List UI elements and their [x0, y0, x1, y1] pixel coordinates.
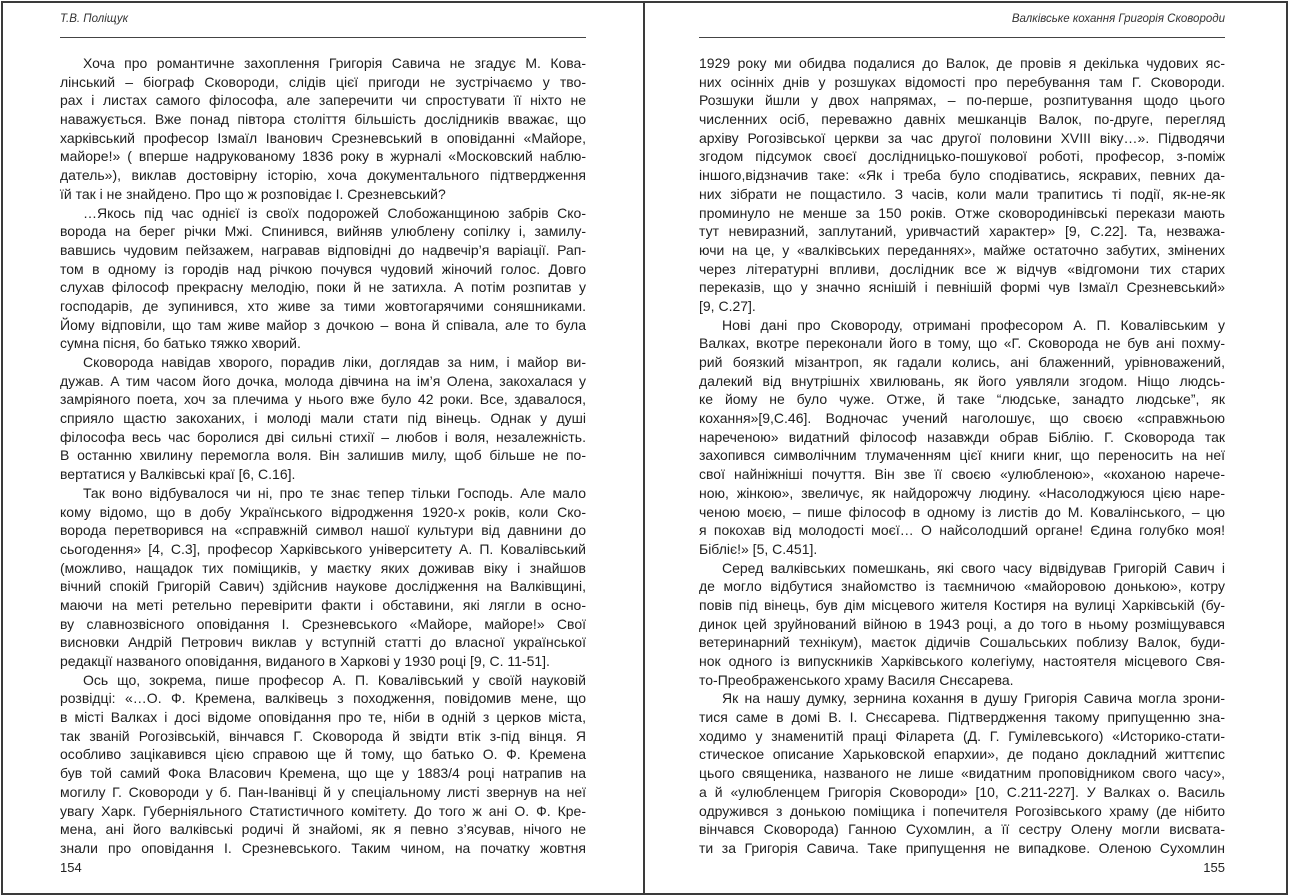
text-line — [60, 615, 586, 634]
text-line-content: увагу Харк. Губерніяльного Статистичного комітету. До того ж ані О. Ф. Кре- — [60, 802, 586, 819]
paragraph — [699, 316, 1225, 559]
text-line-content: ти за Григорія Савича. Таке припущення не випадкове. Оленою Сухомлин — [699, 839, 1225, 856]
text-line-content: Бібліє!» [5, С.451]. — [699, 540, 818, 557]
paragraph — [60, 671, 586, 858]
text-line-content: них осінніх днів у розшуках відомості про перебування там Г. Сковороди. — [699, 73, 1225, 90]
text-line-content: вертатися у Валківські краї [6, С.16]. — [60, 466, 296, 483]
text-line-content: ветеринарний технікум), маєток дідичів Сошальських поблизу Валок, буди- — [699, 634, 1225, 651]
text-line — [699, 596, 1225, 615]
text-line-content: кому відомо, що в добу Українського відродження 1920-х років, коли Ско- — [60, 503, 586, 520]
text-line-content: ченою моєю, – пише філософ в одному із листів до М. Ковалінського, – цю — [699, 503, 1225, 520]
text-line — [60, 503, 586, 522]
text-line-content: особливо зацікавився цією справою ще й тому, що батько О. Ф. Кремена — [60, 746, 586, 763]
text-line — [60, 764, 586, 783]
text-line-content: В останню хвилину перемогла воля. Він залишив милу, щоб більше не по- — [60, 447, 586, 464]
text-line — [699, 390, 1225, 409]
text-line-content: дужав. А тим часом його дочка, молода дівчина на ім’я Олена, закохалася у — [60, 372, 586, 389]
text-line — [60, 110, 586, 129]
text-line — [699, 334, 1225, 353]
text-line — [60, 73, 586, 92]
text-line-content: Так воно відбувалося чи ні, про те знає тепер тільки Господь. Але мало — [83, 484, 586, 501]
text-line — [60, 297, 586, 316]
text-line-content: в місті Валках і досі відоме оповідання про те, ніби в одній з церков міста, — [60, 709, 586, 726]
text-line-content: висновки Андрій Петрович виклав у вступній статті до власної української — [60, 634, 586, 651]
text-line-content: цього священика, названого не лише «видатним проповідником свого часу», — [699, 765, 1225, 782]
text-line-content: свої найніжніші почуття. Він зве її своєю «улюбленою», «коханою нарече- — [699, 466, 1225, 483]
text-line — [60, 54, 586, 73]
text-line — [60, 260, 586, 279]
text-line-content: датель»), виклав достовірну історію, хоча документального підтвердження — [60, 167, 586, 184]
text-line — [699, 353, 1225, 372]
text-line-content: розвідці: «…О. Ф. Кремена, валківець з походження, повідомив мене, що — [60, 690, 586, 707]
text-line — [60, 222, 586, 241]
text-line-content: згодом підсумок своєї дослідницько-пошукової роботі, професор, з-поміж — [699, 148, 1225, 165]
text-line — [60, 390, 586, 409]
text-line — [699, 633, 1225, 652]
text-line-content: маючи на меті ретельно перевірити факти і обставини, які лягли в осно- — [60, 596, 586, 613]
text-line — [60, 577, 586, 596]
text-line — [699, 110, 1225, 129]
text-line-content: лінський – біограф Сковороди, слідів цієї пригоди не зустрічаємо у тво- — [60, 73, 586, 90]
text-line-content: том в одному із городів над річкою почувся чудовий жіночий голос. Довго — [60, 260, 586, 277]
text-line — [60, 316, 586, 335]
text-line — [60, 802, 586, 821]
text-line-content: редакції названого оповідання, виданого в Харкові у 1930 році [9, С. 11-51]. — [60, 653, 550, 669]
text-line-content: так званій Рогозівській, вінчався Г. Сковорода й звідти втік з-під вінця. Я — [60, 727, 586, 744]
paragraph — [699, 689, 1225, 857]
text-line — [60, 559, 586, 578]
page-body — [699, 54, 1225, 858]
text-line-content: Ось що, зокрема, пише професор А. П. Ковалівський у своїй науковій — [83, 671, 586, 688]
text-line-content: Сковорода навідав хворого, порадив ліки, доглядав за ним, і майор ви- — [83, 354, 586, 370]
text-line-content: нареченою» видатний філософ назавжди обрав Біблію. Г. Сковорода так — [699, 428, 1225, 445]
text-line — [699, 540, 1225, 559]
text-line-content: тут невиразний, заплутаний, уривчастий характер» [9, С.22]. Та, незважа- — [699, 223, 1225, 240]
header-rule — [699, 37, 1225, 38]
text-line-content: ною, жінкою», звеличує, як найдорожчу людину. «Насолоджуюся цією наре- — [699, 484, 1225, 501]
text-line-content: харківський професор Ізмаїл Іванович Срезневський в оповіданні «Майоре, — [60, 129, 586, 146]
text-line — [60, 334, 586, 353]
text-line-content: стическое описание Харьковской епархии», де подано докладний життєпис — [699, 746, 1225, 763]
text-line-content: Валках, вкотре переконали його в тому, що «Г. Сковорода не був ані похму- — [699, 335, 1225, 352]
text-line-content: вавшись чудовим пейзажем, награвав відповідні до надвечір’я варіації. Рап- — [60, 241, 586, 258]
text-line — [699, 484, 1225, 503]
text-line — [699, 615, 1225, 634]
text-line-content: слухав філософ прекрасну мелодію, поки й не затихла. А потім розпитав у — [60, 279, 586, 296]
text-line-content: динок цей зруйнований війною в 1943 році, а до того в ньому розміщувався — [699, 615, 1225, 632]
text-line-content: їй так і не знайдено. Про що ж розповідає І. Срезневський? — [60, 185, 446, 202]
text-line-content: сприяло щастю закоханих, і молоді мали стати під вінець. Однак у душі — [60, 410, 586, 427]
text-line — [699, 129, 1225, 148]
text-line — [699, 73, 1225, 92]
text-line — [60, 521, 586, 540]
text-line-content: іншого,відзначив таке: «Як і треба було сподіватись, яскравих, певних да- — [699, 167, 1225, 184]
text-line — [60, 241, 586, 260]
text-line — [60, 689, 586, 708]
text-line — [699, 91, 1225, 110]
text-line — [699, 503, 1225, 522]
text-line-content: 1929 року ми обидва подалися до Валок, де провів я декілька чудових яс- — [699, 55, 1225, 71]
text-line-content: мена, ані його валківські родичі й знайомі, як я певно з’ясував, нічого не — [60, 821, 586, 838]
text-line — [60, 129, 586, 148]
text-line-content: знали про оповідання І. Срезневського. Таким чином, на початку жовтня — [60, 839, 586, 856]
text-line — [60, 185, 586, 204]
text-line-content: переказів, що у значно яснішій і певнішій формі чув Ізмаїл Срезневський» — [699, 279, 1225, 296]
text-line — [60, 596, 586, 615]
text-line-content: рах і листах самого філософа, але заперечити чи спростувати її ніхто не — [60, 92, 586, 109]
text-line-content: тися саме в домі В. І. Снєсарева. Підтвердження такому припущенню зна- — [699, 709, 1225, 726]
text-line-content: сьогодення» [4, С.3], професор Харківського університету А. П. Ковалівський — [60, 540, 586, 557]
text-line-content: могилу Г. Сковороди у б. Пан-Іванівці й у спеціальному листі звернув на неї — [60, 783, 586, 800]
text-line — [699, 689, 1225, 708]
text-line-content: ву славнозвісного оповідання І. Срезневського «Майоре, майоре!» Свої — [60, 615, 586, 632]
text-line-content: ворода перетворився на «справжній символ нашої культури від давнини до — [60, 522, 586, 539]
text-line — [60, 745, 586, 764]
text-line-content: Розшуки йшли у двох напрямах, – по-перше, розпитування щодо цього — [699, 92, 1225, 109]
text-line — [60, 820, 586, 839]
paragraph — [699, 54, 1225, 316]
text-line-content: наважується. Вже понад півтора століття більшість дослідників вважає, що — [60, 111, 586, 128]
text-line — [699, 278, 1225, 297]
text-line-content: захопився символічним тлумаченням цієї книги книг, що переносить на неї — [699, 447, 1225, 464]
text-line — [60, 428, 586, 447]
text-line-content: де могло відбутися знайомство із таємничою «майоровою донькою», котру — [699, 578, 1225, 595]
text-line — [699, 297, 1225, 316]
text-line — [699, 185, 1225, 204]
text-line — [60, 166, 586, 185]
header-rule — [60, 37, 586, 38]
text-line-content: майоре!» ( вперше надрукованому 1836 року в журналі «Московский наблю- — [60, 148, 586, 165]
text-line — [699, 316, 1225, 335]
text-line — [60, 540, 586, 559]
text-line — [60, 727, 586, 746]
text-line — [699, 260, 1225, 279]
text-line-content: Йому відповіли, що там живе майор з дочкою – вона й співала, але то була — [60, 316, 586, 333]
text-line — [699, 241, 1225, 260]
text-line — [699, 372, 1225, 391]
text-line-content: через літературні впливи, дослідник все ж відчув «відгомони тих старих — [699, 260, 1225, 277]
text-line-content: замріяного поета, хоч за плечима у нього вже було 42 роки. Все, здавалося, — [60, 391, 586, 408]
text-line — [60, 204, 586, 223]
text-line — [699, 204, 1225, 223]
text-line — [60, 484, 586, 503]
text-line-content: проминуло не менше за 150 років. Отже сковородинівські перекази мають — [699, 204, 1225, 221]
text-line — [60, 783, 586, 802]
text-line-content: одружився з донькою поміщика і попечителя Рогозівського храму (де нібито — [699, 802, 1225, 819]
text-line — [699, 465, 1225, 484]
text-line — [60, 652, 586, 671]
text-line — [699, 708, 1225, 727]
text-line — [60, 465, 586, 484]
text-line — [60, 372, 586, 391]
text-line-content: вічний спокій Григорій Савич) здійснив наукове дослідження на Валківщині, — [60, 578, 586, 595]
text-line-content: нок одного із випускників Харківського колегіуму, настоятеля місцевого Свя- — [699, 653, 1225, 669]
text-line — [60, 708, 586, 727]
text-line-content: (можливо, нащадок тих поміщиків, у маєтку яких доживав віку і знайшов — [60, 559, 586, 576]
text-line — [699, 652, 1225, 671]
text-line — [699, 222, 1225, 241]
text-line — [60, 446, 586, 465]
text-line-content: ке йому не було чуже. Отже, й таке “людське, занадто людське”, як — [699, 391, 1225, 408]
text-line — [699, 839, 1225, 858]
text-line-content: численних осіб, переважно давніх мешканців Валок, по-друге, перегляд — [699, 111, 1225, 128]
text-line — [699, 820, 1225, 839]
text-line — [699, 54, 1225, 73]
text-line — [699, 428, 1225, 447]
text-line-content: Хоча про романтичне захоплення Григорія Савича не згадує М. Кова- — [83, 55, 586, 71]
page-right — [699, 0, 1225, 896]
text-line-content: сумна пісня, бо батько тяжко хворий. — [60, 335, 301, 352]
text-line — [699, 783, 1225, 802]
text-line-content: господарів, де зупинився, хто живе за тими жовтогарячими соняшниками. — [60, 297, 586, 314]
text-line — [699, 727, 1225, 746]
text-line-content: ходимо у знаменитій праці Філарета (Д. Г. Гумілевського) «Историко-стати- — [699, 727, 1225, 744]
text-line-content: кохання»[9,С.46]. Водночас учений наголошує, що своєю «справжньою — [699, 410, 1225, 427]
text-line-content: них зібрати не пощастило. З часів, коли мали трапитись ті події, як-не-як — [699, 185, 1225, 202]
text-line — [699, 559, 1225, 578]
page-gutter-divider — [643, 1, 645, 895]
page-body — [60, 54, 586, 858]
text-line — [60, 671, 586, 690]
text-line — [60, 91, 586, 110]
text-line — [699, 147, 1225, 166]
paragraph — [60, 204, 586, 354]
text-line-content: то-Преображенського храму Василя Снєсарева. — [699, 671, 1014, 688]
text-line — [699, 166, 1225, 185]
text-line-content: далекий від внутрішніх хвилювань, як його уявляли згодом. Ніщо людсь- — [699, 372, 1225, 389]
text-line — [699, 745, 1225, 764]
text-line-content: ворода на берег річки Мжі. Спинився, вийняв улюблену сопілку і, замилу- — [60, 223, 586, 240]
text-line — [699, 446, 1225, 465]
text-line — [60, 353, 586, 372]
text-line-content: …Якось під час однієї із своїх подорожей Слобожанщиною забрів Ско- — [83, 204, 586, 221]
text-line-content: [9, С.27]. — [699, 297, 756, 314]
paragraph — [60, 54, 586, 204]
text-line — [60, 633, 586, 652]
running-head-author: Т.В. Поліщук — [60, 13, 128, 25]
text-line — [699, 764, 1225, 783]
text-line-content: Серед валківських помешкань, які свого часу відвідував Григорій Савич і — [722, 559, 1225, 576]
text-line — [60, 278, 586, 297]
text-line-content: рий боязкий мізантроп, як гадали колись, ані блаженний, урівноважений, — [699, 354, 1225, 370]
text-line — [60, 147, 586, 166]
text-line-content: Як на нашу думку, зернина кохання в душу Григорія Савича могла зрони- — [722, 690, 1225, 707]
text-line — [699, 577, 1225, 596]
text-line — [60, 409, 586, 428]
text-line-content: вінчався Сковорода) Ганною Сухомлин, а її сестру Олену могли висвата- — [699, 821, 1225, 838]
text-line — [699, 671, 1225, 690]
page-number: 154 — [60, 860, 82, 875]
text-line-content: я покохав від молодості моєї… О найсолодший органе! Єдина голубко моя! — [699, 522, 1225, 539]
text-line-content: архіву Рогозівської церкви за час другої половини XVIII віку…». Підводячи — [699, 129, 1225, 146]
paragraph — [60, 484, 586, 671]
text-line-content: ючи на це, у «валківських переданнях», майже остаточно забутих, змінених — [699, 241, 1225, 258]
paragraph — [60, 353, 586, 484]
text-line — [699, 802, 1225, 821]
running-head-title: Валківське кохання Григорія Сковороди — [1011, 13, 1225, 25]
text-line — [699, 409, 1225, 428]
text-line — [699, 521, 1225, 540]
text-line-content: повів під вінець, був дім місцевого жителя Костиря на вулиці Харківській (бу- — [699, 596, 1225, 613]
paragraph — [699, 559, 1225, 690]
text-line-content: філософа весь час боролися дві сильні стихії – любов і воля, незалежність. — [60, 428, 586, 445]
page-left — [60, 0, 586, 896]
text-line-content: а й «улюбленцем Григорія Сковороди» [10, С.211-227]. У Валках о. Василь — [699, 783, 1225, 800]
text-line — [60, 839, 586, 858]
text-line-content: Нові дані про Сковороду, отримані професором А. П. Ковалівським у — [722, 316, 1225, 333]
text-line-content: був той самий Фока Власович Кремена, що ще у 1883/4 році натрапив на — [60, 765, 586, 782]
page-number: 155 — [1203, 860, 1225, 875]
